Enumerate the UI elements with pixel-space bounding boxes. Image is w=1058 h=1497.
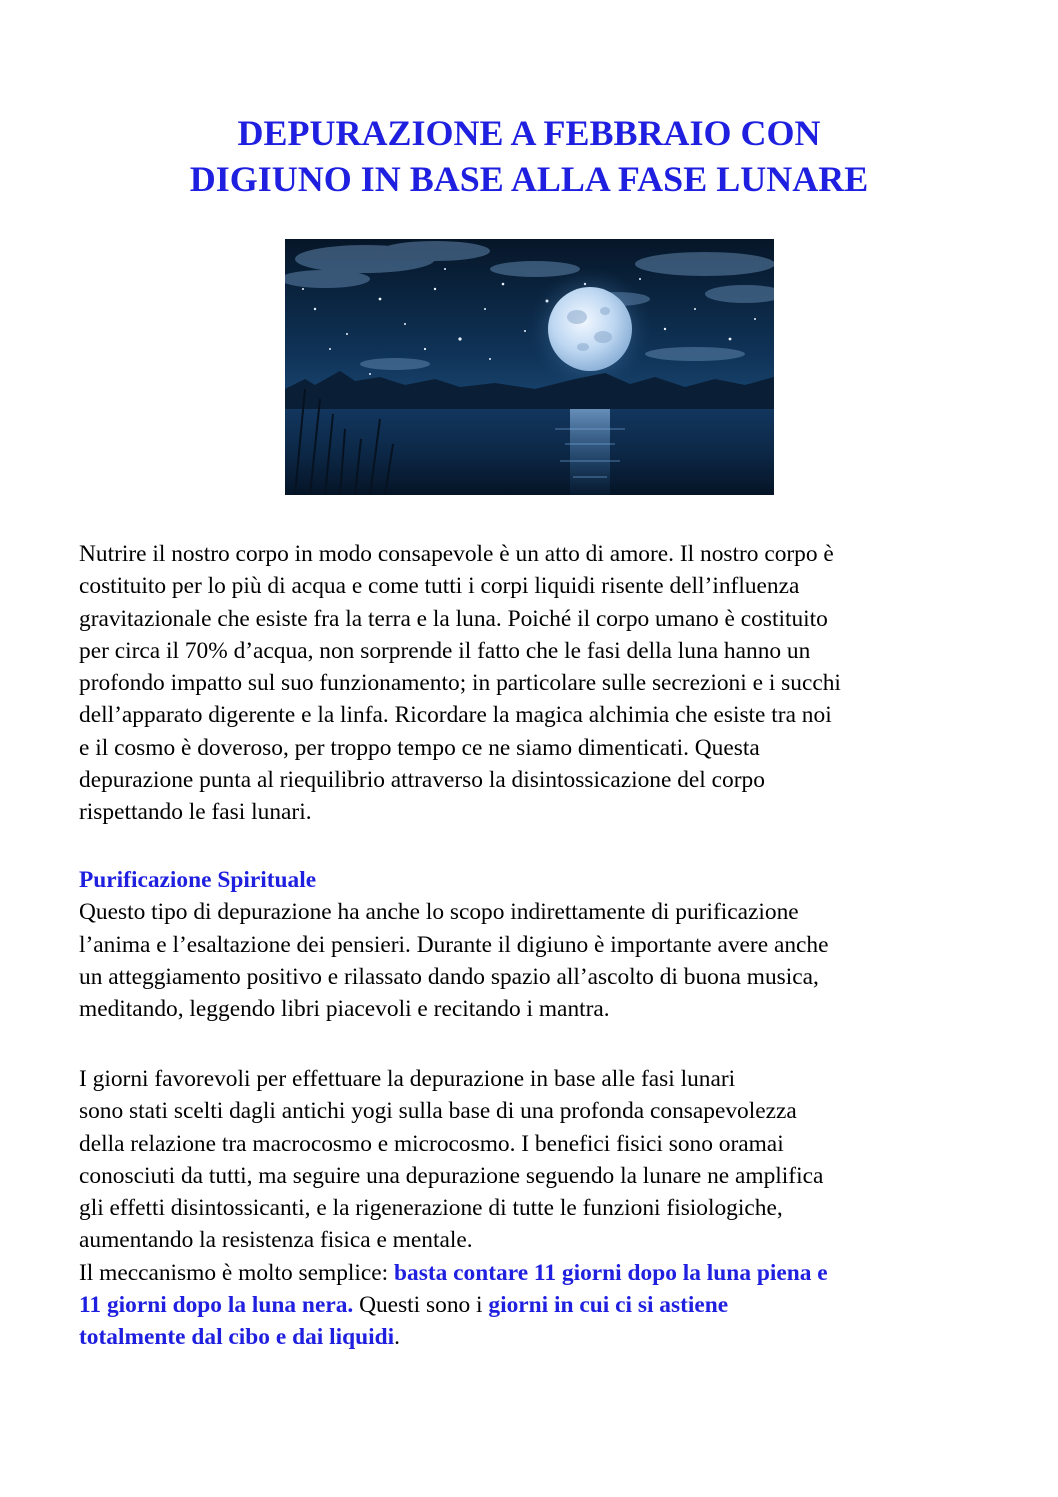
days-line: conosciuti da tutti, ma seguire una depurazione seguendo la lunare ne amplifica <box>79 1162 824 1189</box>
days-line: I giorni favorevoli per effettuare la depurazione in base alle fasi lunari <box>79 1066 736 1092</box>
mechanism-middle: Questi sono i <box>353 1292 489 1319</box>
spiritual-line: Questo tipo di depurazione ha anche lo scopo indirettamente di purificazione <box>79 899 799 926</box>
mechanism-end: . <box>394 1324 401 1351</box>
intro-line: profondo impatto sul suo funzionamento; in particolare sulle secrezioni e i succhi <box>79 670 841 697</box>
section-heading: Purificazione Spirituale <box>79 867 317 893</box>
title-line-1: DEPURAZIONE A FEBBRAIO CON <box>237 113 821 153</box>
intro-line: depurazione punta al riequilibrio attraverso la disintossicazione del corpo <box>79 767 765 794</box>
mechanism-line <box>79 1321 989 1353</box>
intro-line: dell’apparato digerente e la linfa. Ricordare la magica alchimia che esiste tra noi <box>79 702 832 729</box>
page-title <box>0 110 1058 202</box>
days-line: gli effetti disintossicanti, e la rigenerazione di tutte le funzioni fisiologiche, <box>79 1195 783 1222</box>
intro-line: per circa il 70% d’acqua, non sorprende il fatto che le fasi della luna hanno un <box>79 637 811 664</box>
intro-line: rispettando le fasi lunari. <box>79 799 312 826</box>
intro-line: costituito per lo più di acqua e come tutti i corpi liquidi risente dell’influenza <box>79 573 800 600</box>
spiritual-line: un atteggiamento positivo e rilassato dando spazio all’ascolto di buona musica, <box>79 963 819 990</box>
intro-line: e il cosmo è doveroso, per troppo tempo ce ne siamo dimenticati. Questa <box>79 734 760 761</box>
spiritual-line: meditando, leggendo libri piacevoli e recitando i mantra. <box>79 996 610 1023</box>
intro-paragraph <box>79 538 989 829</box>
mechanism-highlight-1: basta contare 11 giorni dopo la luna piena e <box>394 1259 828 1286</box>
mechanism-line <box>79 1257 989 1289</box>
mechanism-highlight-3: giorni in cui ci si astiene <box>488 1292 729 1319</box>
days-paragraph <box>79 1063 989 1354</box>
spiritual-section <box>79 864 989 1025</box>
spiritual-line: l’anima e l’esaltazione dei pensieri. Durante il digiuno è importante avere anche <box>79 931 829 958</box>
title-line-2: DIGIUNO IN BASE ALLA FASE LUNARE <box>189 159 869 199</box>
mechanism-prefix: Il meccanismo è molto semplice: <box>79 1259 395 1286</box>
mechanism-highlight-4: totalmente dal cibo e dai liquidi <box>79 1324 395 1351</box>
full-moon-night-lake-photo <box>285 239 774 495</box>
days-line: della relazione tra macrocosmo e microcosmo. I benefici fisici sono oramai <box>79 1130 784 1157</box>
days-line: sono stati scelti dagli antichi yogi sulla base di una profonda consapevolezza <box>79 1098 797 1125</box>
intro-line: Nutrire il nostro corpo in modo consapevole è un atto di amore. Il nostro corpo è <box>79 541 834 567</box>
mechanism-line <box>79 1289 989 1321</box>
mechanism-highlight-2: 11 giorni dopo la luna nera. <box>79 1292 354 1319</box>
days-line: aumentando la resistenza fisica e mentale. <box>79 1227 473 1254</box>
intro-line: gravitazionale che esiste fra la terra e la luna. Poiché il corpo umano è costituito <box>79 605 828 632</box>
